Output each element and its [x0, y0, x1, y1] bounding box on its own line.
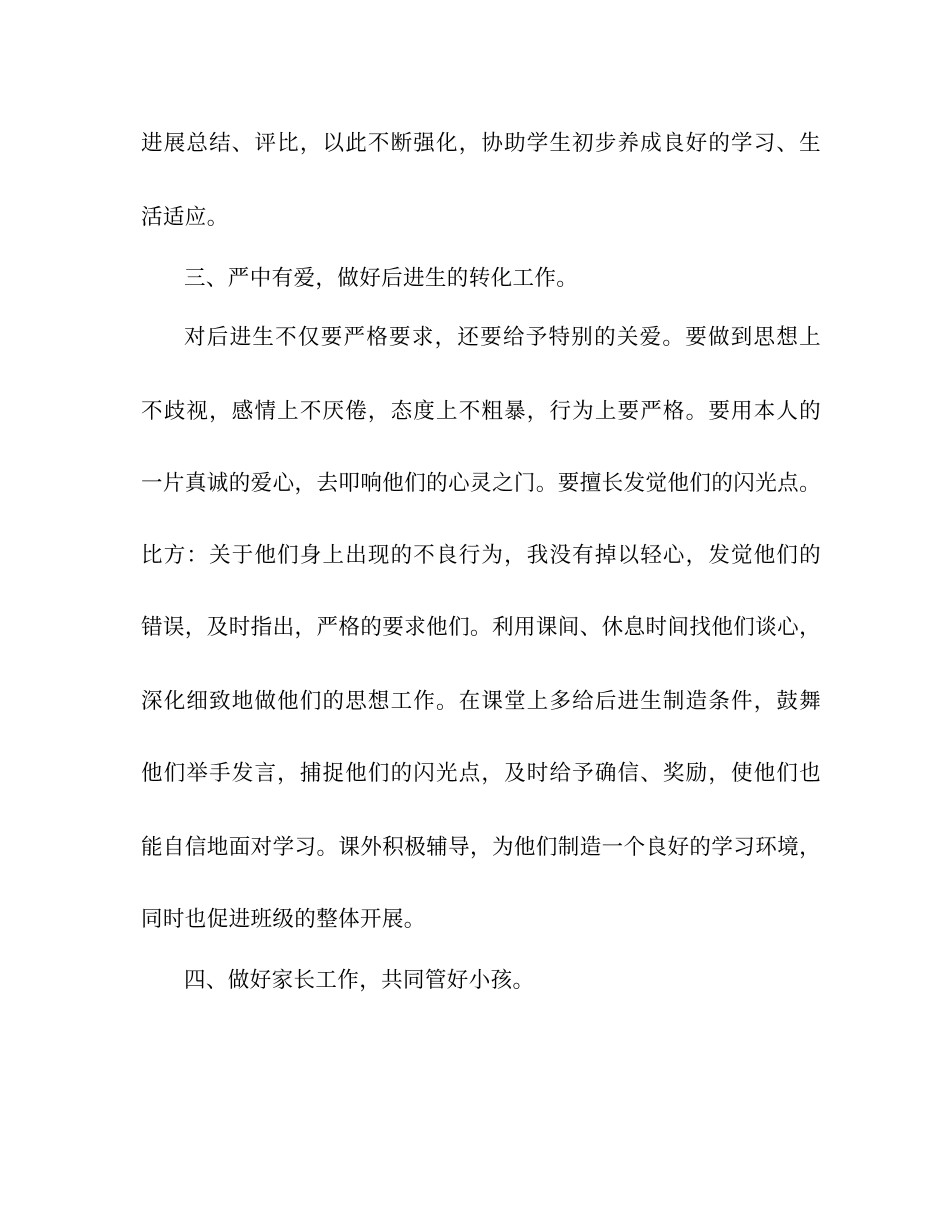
section-heading: 三、严中有爱，做好后进生的转化工作。 — [184, 266, 579, 291]
paragraph-line: 进展总结、评比，以此不断强化，协助学生初步养成良好的学习、生 — [141, 131, 821, 156]
section-heading: 四、做好家长工作，共同管好小孩。 — [184, 968, 535, 993]
paragraph-line: 深化细致地做他们的思想工作。在课堂上多给后进生制造条件，鼓舞 — [141, 689, 821, 714]
paragraph-line: 比方：关于他们身上出现的不良行为，我没有掉以轻心，发觉他们的 — [141, 543, 821, 568]
paragraph-line: 同时也促进班级的整体开展。 — [141, 907, 426, 932]
paragraph-line: 一片真诚的爱心，去叩响他们的心灵之门。要擅长发觉他们的闪光点。 — [141, 471, 821, 496]
paragraph-line: 活适应。 — [141, 205, 229, 230]
paragraph-line: 他们举手发言，捕捉他们的闪光点，及时给予确信、奖励，使他们也 — [141, 761, 821, 786]
paragraph-line: 能自信地面对学习。课外积极辅导，为他们制造一个良好的学习环境， — [141, 835, 821, 860]
paragraph-line: 不歧视，感情上不厌倦，态度上不粗暴，行为上要严格。要用本人的 — [141, 399, 821, 424]
paragraph-line: 对后进生不仅要严格要求，还要给予特别的关爱。要做到思想上 — [184, 325, 821, 350]
paragraph-line: 错误，及时指出，严格的要求他们。利用课间、休息时间找他们谈心， — [141, 615, 821, 640]
